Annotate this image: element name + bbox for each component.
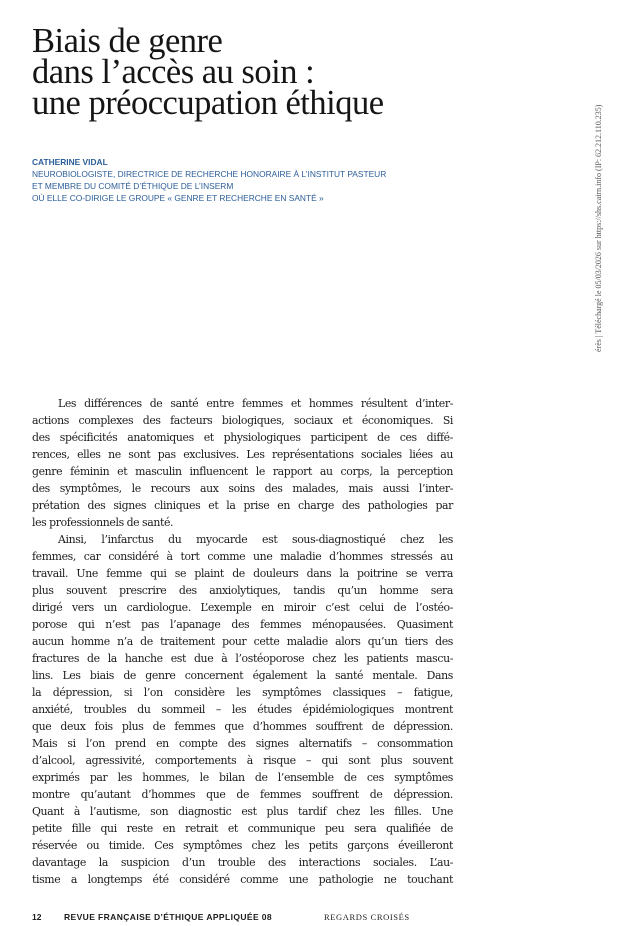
article-body [32, 395, 453, 888]
download-watermark: érès | Téléchargé le 05/03/2026 sur https://shs.cairn.info (IP: 62.212.110.235) [594, 104, 603, 352]
text-line: des spécificités anatomiques et physiologiques participent de ces diffé- [32, 431, 453, 444]
text-line: actions complexes des facteurs biologiques, sociaux et économiques. Si [32, 414, 453, 427]
title-line: Biais de genre [32, 22, 223, 60]
text-line: que deux fois plus de femmes que d’hommes souffrent de dépression. [32, 720, 453, 733]
text-line: genre féminin et masculin influencent le rapport au corps, la perception [32, 465, 453, 478]
paragraph [32, 531, 453, 888]
text-line: exprimés par les hommes, le bilan de l’ensemble de ces symptômes [32, 771, 453, 784]
page-number: 12 [32, 912, 42, 922]
text-line: la dépression, si l’on considère les symptômes classiques – fatigue, [32, 686, 453, 699]
text-line: travail. Une femme qui se plaint de douleurs dans la poitrine se verra [32, 567, 453, 580]
text-line: réservée ou timide. Ces symptômes chez les petits garçons éveilleront [32, 839, 453, 852]
author-affiliation-line: OÙ ELLE CO-DIRIGE LE GROUPE « GENRE ET RECHERCHE EN SANTÉ » [32, 193, 324, 203]
section-name: REGARDS CROISÉS [324, 912, 410, 922]
title-line: dans l’accès au soin : [32, 53, 315, 91]
text-line: lins. Les biais de genre concernent également la santé mentale. Dans [32, 669, 453, 682]
journal-name: REVUE FRANÇAISE D’ÉTHIQUE APPLIQUÉE 08 [64, 912, 273, 922]
text-line: les professionnels de santé. [32, 516, 174, 529]
text-line: fractures de la hanche est due à l’ostéoporose chez les patients mascu- [32, 652, 453, 665]
text-line: porose qui n’est pas l’apanage des femmes ménopausées. Quasiment [32, 618, 453, 631]
text-line: des symptômes, le recours aux soins des malades, mais aussi l’inter- [32, 482, 453, 495]
author-name: CATHERINE VIDAL [32, 157, 108, 167]
author-affiliation-line: ET MEMBRE DU COMITÉ D’ÉTHIQUE DE L’INSERM [32, 181, 234, 191]
text-line: aucun homme n’a de traitement pour cette maladie alors qu’un tiers des [32, 635, 453, 648]
text-line: tisme a longtemps été considéré comme une pathologie ne touchant [32, 873, 453, 886]
text-line: anxiété, troubles du sommeil – les études épidémiologiques montrent [32, 703, 453, 716]
article-title [32, 22, 384, 122]
text-line: davantage la suspicion d’un trouble des interactions sociales. L’au- [32, 856, 453, 869]
paragraph [32, 395, 453, 531]
text-line: d’alcool, agressivité, comportements à risque – qui sont plus souvent [32, 754, 453, 767]
text-line: femmes, car considéré à tort comme une maladie d’hommes stressés au [32, 550, 453, 563]
text-line: prétation des signes cliniques et la prise en charge des pathologies par [32, 499, 453, 512]
page-footer [32, 912, 632, 926]
text-line: montre qu’autant d’hommes que de femmes souffrent de dépression. [32, 788, 453, 801]
text-line: petite fille qui reste en retrait et communique peu sera qualifiée de [32, 822, 453, 835]
text-line: Ainsi, l’infarctus du myocarde est sous-diagnostiqué chez les [58, 533, 453, 546]
title-line: une préoccupation éthique [32, 84, 384, 122]
author-affiliation-line: NEUROBIOLOGISTE, DIRECTRICE DE RECHERCHE HONORAIRE À L’INSTITUT PASTEUR [32, 169, 387, 179]
text-line: dirigé vers un cardiologue. L’exemple en miroir c’est celui de l’ostéo- [32, 601, 453, 614]
text-line: plus souvent prescrire des anxiolytiques, tandis qu’un homme sera [32, 584, 453, 597]
text-line: Mais si l’on prend en compte des signes alternatifs – consommation [32, 737, 453, 750]
author-block [32, 156, 452, 204]
text-line: Quant à l’autisme, son diagnostic est plus tardif chez les filles. Une [32, 805, 453, 818]
text-line: rences, elles ne sont pas exclusives. Les représentations sociales liées au [32, 448, 453, 461]
text-line: Les différences de santé entre femmes et hommes résultent d’inter- [58, 397, 453, 410]
